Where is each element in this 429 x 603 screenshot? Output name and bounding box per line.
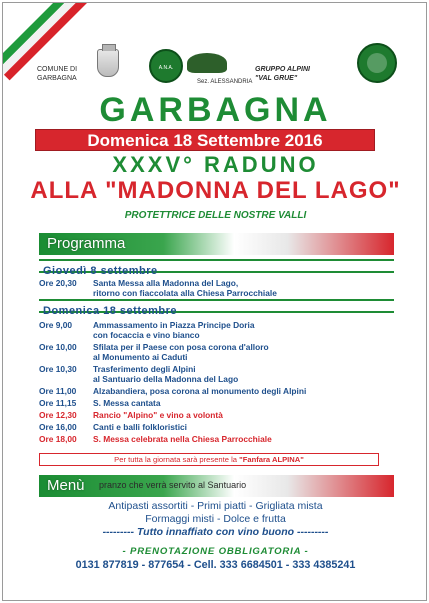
protettrice-subtitle: PROTETTRICE DELLE NOSTRE VALLI: [124, 210, 307, 221]
domenica-header: [39, 299, 394, 317]
prenotazione-label: - PRENOTAZIONE OBBLIGATORIA -: [122, 546, 309, 557]
header: [33, 43, 413, 93]
gruppo-logo-icon: [357, 43, 397, 83]
giovedi-header: [39, 259, 394, 277]
fanfara-highlight: "Fanfara ALPINA": [239, 455, 304, 464]
schedule-desc: S. Messa celebrata nella Chiesa Parrocchiale: [93, 434, 272, 444]
town-title: GARBAGNA: [99, 91, 332, 129]
menu-line-3: --------- Tutto innaffiato con vino buono ---------: [102, 526, 329, 538]
schedule-time: Ore 20,30: [39, 278, 77, 288]
schedule-time: Ore 12,30: [39, 410, 77, 420]
schedule-row: [39, 278, 399, 298]
schedule-desc: S. Messa cantata: [93, 398, 161, 408]
schedule-desc: Alzabandiera, posa corona al monumento degli Alpini: [93, 386, 307, 396]
fanfara-notice: [39, 453, 379, 466]
date-text: Domenica 18 Settembre 2016: [87, 131, 323, 150]
menu-line-2: Formaggi misti - Dolce e frutta: [145, 513, 286, 525]
sezione-label: Sez. ALESSANDRIA: [197, 79, 253, 85]
comune-label: COMUNE DI GARBAGNA: [37, 66, 78, 82]
schedule-desc: Santa Messa alla Madonna del Lago, ritorno con fiaccolata alla Chiesa Parrocchiale: [93, 278, 277, 298]
schedule-time: Ore 10,30: [39, 364, 77, 374]
menu-label: Menù: [47, 477, 85, 494]
schedule-time: Ore 11,15: [39, 398, 77, 408]
fanfara-prefix: Per tutta la giornata sarà presente la: [114, 455, 240, 464]
schedule-desc: Sfilata per il Paese con posa corona d'alloro al Monumento ai Caduti: [93, 342, 269, 362]
schedule-desc: Rancio "Alpino" e vino a volontà: [93, 410, 223, 420]
programma-band: [39, 233, 394, 255]
schedule-desc: Trasferimento degli Alpini al Santuario della Madonna del Lago: [93, 364, 239, 384]
schedule-time: Ore 9,00: [39, 320, 73, 330]
raduno-title: XXXV° RADUNO: [112, 152, 319, 177]
schedule-time: Ore 18,00: [39, 434, 77, 444]
poster: [2, 2, 427, 601]
menu-subtitle: pranzo che verrà servito al Santuario: [99, 480, 247, 490]
menu-line-1: Antipasti assortiti - Primi piatti - Grigliata mista: [108, 500, 323, 512]
date-banner: [35, 129, 375, 151]
madonna-title: ALLA "MADONNA DEL LAGO": [30, 177, 401, 204]
giovedi-label: Giovedì 8 settembre: [43, 265, 158, 277]
coat-of-arms-icon: [97, 49, 119, 77]
schedule-time: Ore 11,00: [39, 386, 77, 396]
schedule-desc: Canti e balli folkloristici: [93, 422, 188, 432]
programma-label: Programma: [47, 235, 126, 252]
phone-numbers: 0131 877819 - 877654 - Cell. 333 6684501 - 333 4385241: [75, 559, 356, 571]
gruppo-label: GRUPPO ALPINI "VAL GRUE": [255, 66, 310, 82]
schedule-time: Ore 16,00: [39, 422, 77, 432]
alpine-hat-icon: [187, 53, 227, 73]
schedule-time: Ore 10,00: [39, 342, 77, 352]
ana-logo-icon: A.N.A.: [149, 49, 183, 83]
schedule-desc: Ammassamento in Piazza Principe Doria con focaccia e vino bianco: [93, 320, 255, 340]
domenica-label: Domenica 18 settembre: [43, 305, 177, 317]
